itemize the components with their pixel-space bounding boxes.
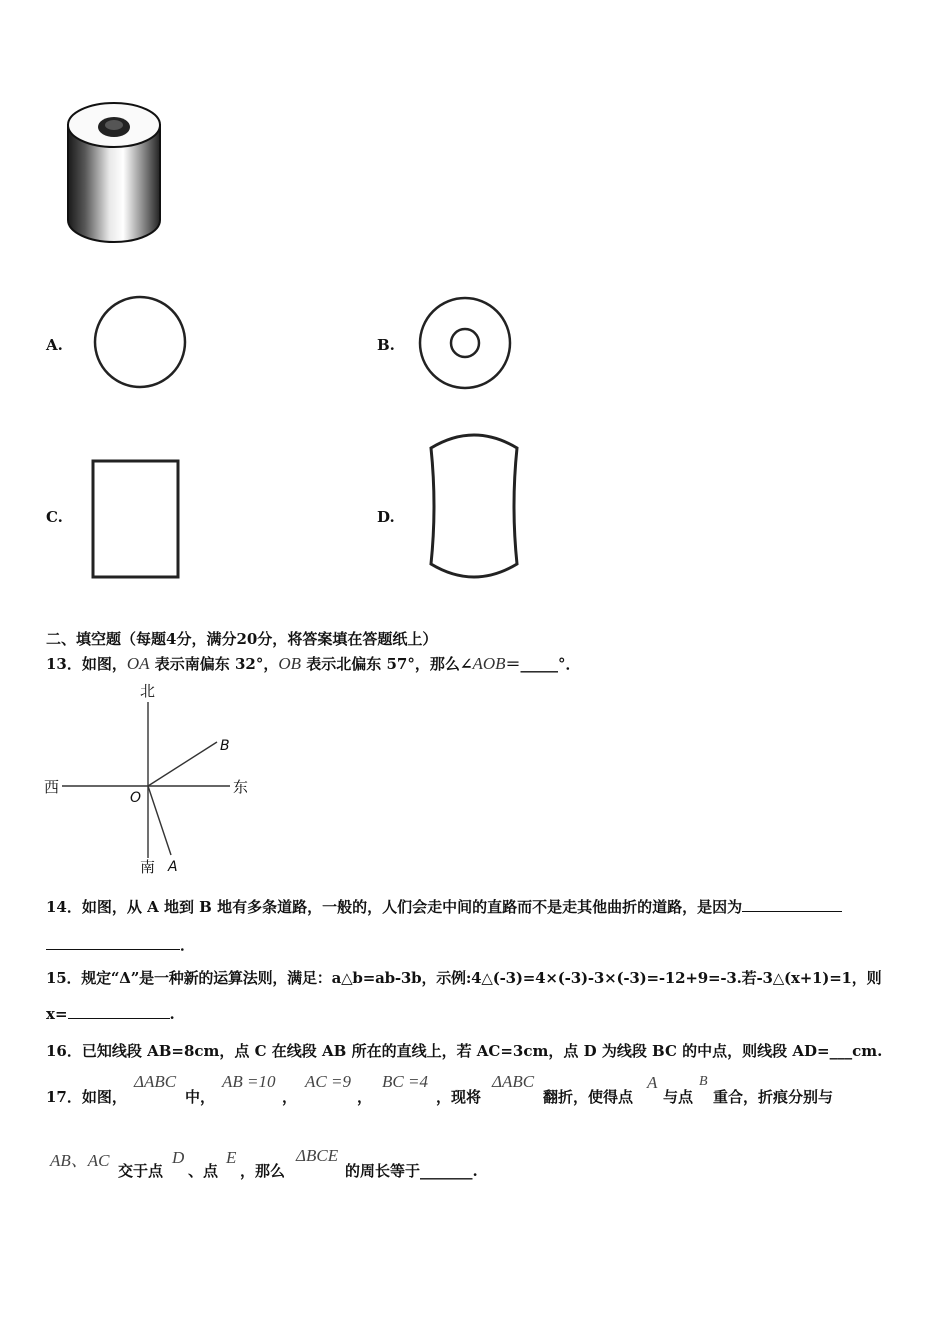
q17-comma-1: ， [282, 1088, 298, 1106]
q17-ac-length: AC =9 [305, 1072, 351, 1091]
question-15 [46, 967, 881, 988]
q17-then: ，那么 [240, 1162, 286, 1180]
question-16 [46, 1040, 882, 1061]
option-d-label[interactable]: D. [377, 508, 395, 526]
q17-ab-ac: AB、AC [50, 1151, 110, 1170]
option-a-circle-figure [90, 294, 190, 394]
q13-answer-blank[interactable]: _____ [520, 655, 558, 673]
q17-zhong: 中， [185, 1088, 216, 1106]
q13-text2: 表示北偏东 57°，那么∠ [301, 655, 473, 673]
q17-perimeter-text: 的周长等于 [345, 1162, 421, 1180]
question-14-line2 [46, 934, 195, 955]
compass-o: O [130, 790, 142, 806]
q13-text1: 表示南偏东 32°， [149, 655, 279, 673]
q14-answer-blank-1[interactable] [742, 899, 842, 912]
q17-point-d: D [172, 1148, 185, 1167]
q13-text3: ＝ [505, 655, 521, 673]
option-c-rectangle-figure [88, 456, 184, 584]
q17-bc-length: BC =4 [382, 1072, 428, 1091]
compass-west: 西 [44, 778, 60, 796]
q17-intersect: 交于点 [118, 1162, 164, 1180]
compass-south: 南 [140, 858, 156, 875]
q17-with: 与点 [663, 1088, 694, 1106]
q17-point-b: B [699, 1074, 708, 1089]
cylinder-figure [62, 95, 168, 250]
q17-triangle-abc: ΔABC [134, 1072, 177, 1091]
option-d-curved-figure [423, 428, 525, 586]
option-b-ring-figure [415, 294, 515, 394]
question-15-line2 [46, 1005, 175, 1023]
q15-end: . [169, 1005, 175, 1023]
q13-oa: OA [126, 654, 150, 673]
q17-triangle-bce: ΔBCE [296, 1146, 339, 1165]
q17-triangle-abc-2: ΔABC [492, 1072, 535, 1091]
q17-coincide: 重合，折痕分别与 [713, 1088, 834, 1106]
q13-aob: AOB [472, 654, 506, 673]
question-14 [46, 896, 842, 917]
option-c-label[interactable]: C. [46, 508, 63, 526]
compass-north: 北 [140, 682, 156, 700]
q17-perimeter [345, 1160, 478, 1181]
q15-x: x= [46, 1005, 68, 1023]
q15-text: 15．规定“Δ”是一种新的运算法则，满足：a△b=ab-3b，示例:4△(-3)=4×(-3)-3×(-3)=-12+9=-3.若-3△(x+1)=1，则 [46, 969, 882, 987]
q14-answer-blank-2[interactable] [46, 937, 180, 950]
q15-answer-blank[interactable] [68, 1006, 170, 1019]
compass-b: B [220, 738, 230, 754]
option-a-label[interactable]: A. [46, 336, 63, 354]
q17-comma-2: ， [357, 1088, 373, 1106]
q17-point-e: E [226, 1148, 237, 1167]
compass-a: A [168, 859, 178, 875]
q13-number: 13．如图， [46, 655, 127, 673]
q16-end: cm. [852, 1042, 883, 1060]
q13-ob: OB [278, 654, 302, 673]
q17-ab-length: AB =10 [222, 1072, 276, 1091]
section-heading: 二、填空题（每题4分，满分20分，将答案填在答题纸上） [46, 630, 438, 648]
q17-now: ，现将 [436, 1088, 482, 1106]
q14-end: ． [180, 936, 196, 954]
q17-answer-blank[interactable]: _______ [420, 1162, 473, 1180]
q13-text4: °． [558, 655, 581, 673]
q17-dot: 、点 [188, 1162, 219, 1180]
q17-point-a: A [647, 1073, 658, 1092]
q16-text: 16．已知线段 AB=8cm，点 C 在线段 AB 所在的直线上，若 AC=3cm，点 D 为线段 BC 的中点，则线段 AD= [46, 1042, 830, 1060]
q16-answer-blank[interactable]: ___ [829, 1042, 853, 1060]
question-13 [46, 653, 581, 674]
compass-east: 东 [233, 778, 249, 796]
compass-diagram [40, 680, 260, 875]
question-17-number: 17．如图， [46, 1088, 127, 1106]
q14-text: 14．如图，从 A 地到 B 地有多条道路，一般的，人们会走中间的直路而不是走其他曲折的道路，是因为 [46, 898, 743, 916]
q17-fold: 翻折，使得点 [543, 1088, 634, 1106]
option-b-label[interactable]: B. [377, 336, 395, 354]
q17-end: . [472, 1162, 478, 1180]
